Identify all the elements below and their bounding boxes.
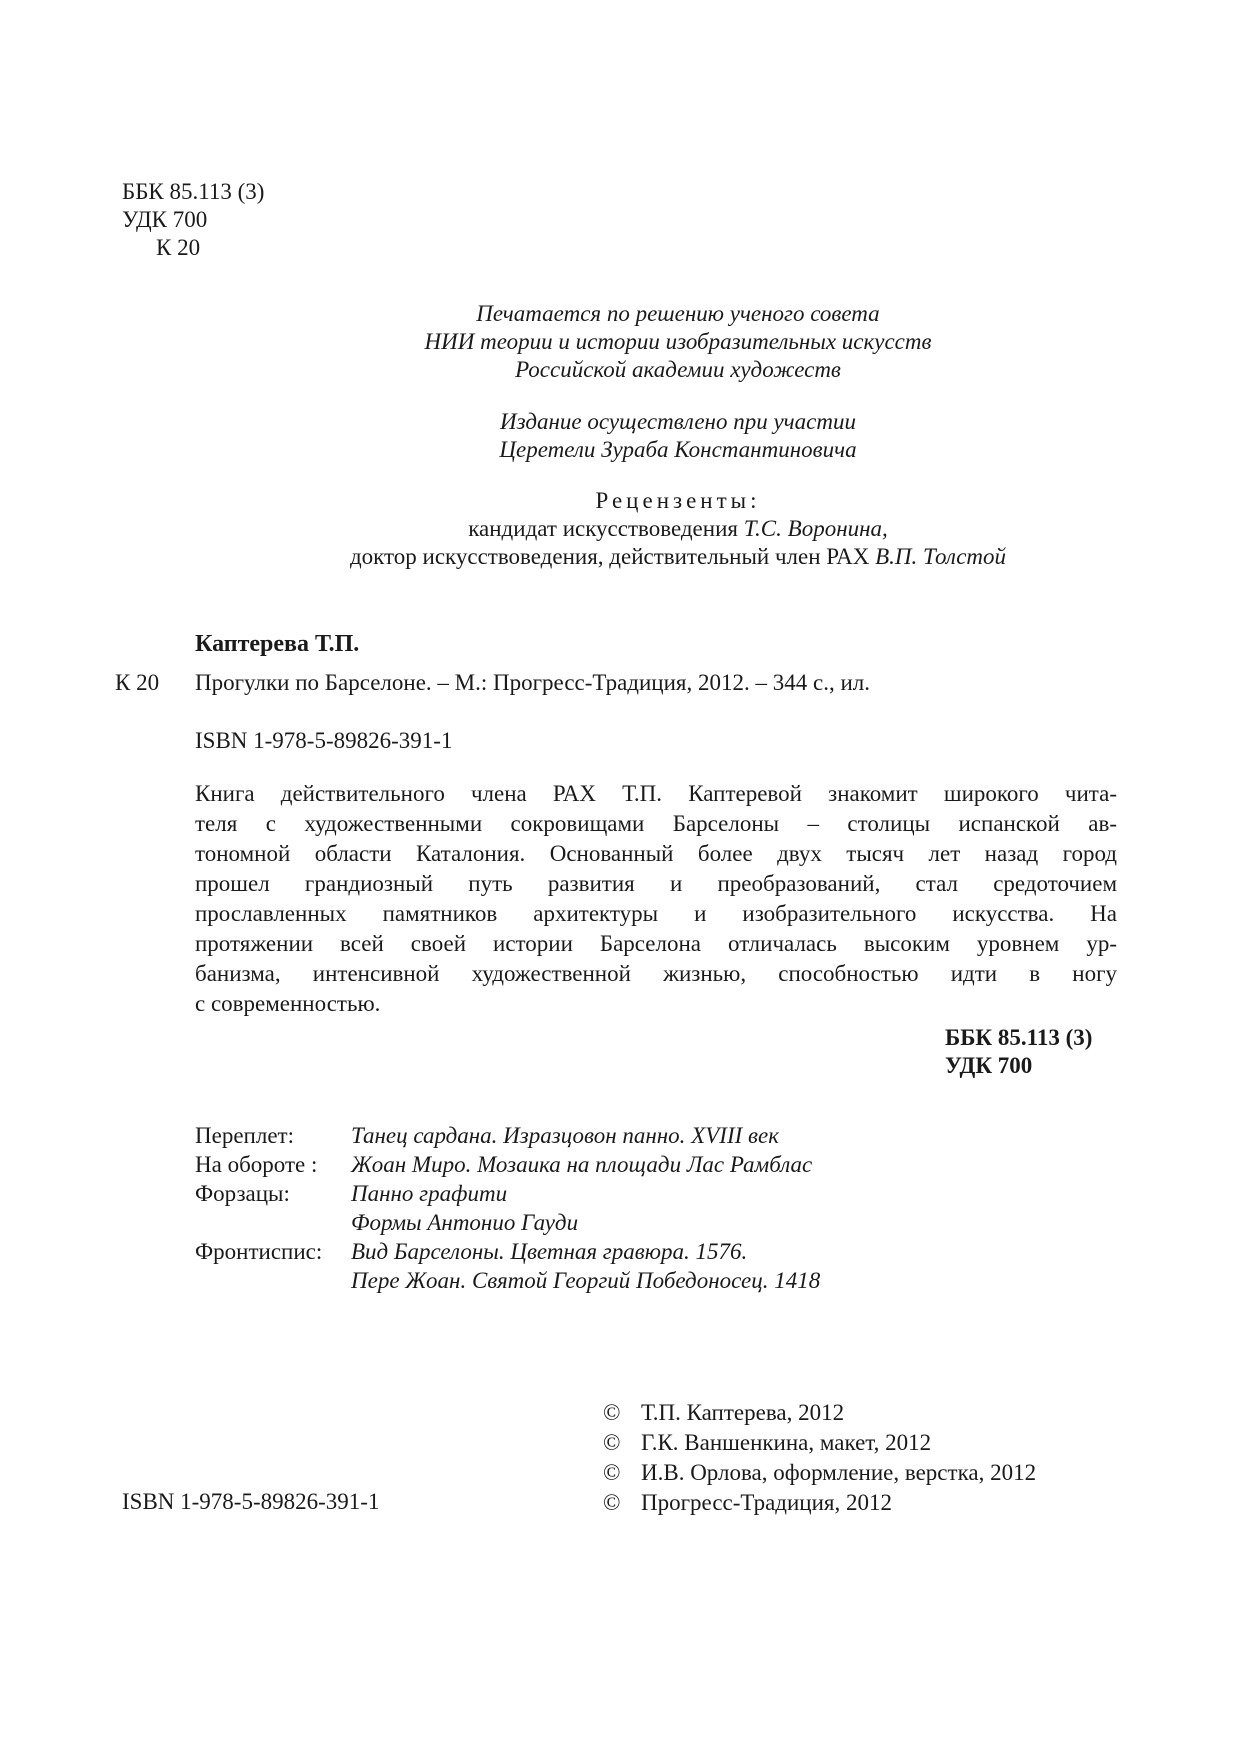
annotation-line: с современностью. bbox=[195, 991, 381, 1016]
reviewers-heading: Рецензенты: bbox=[595, 488, 761, 513]
copyright-block bbox=[603, 1398, 1036, 1518]
illustration-value: Танец сардана. Изразцовон панно. XVIII век bbox=[351, 1123, 779, 1148]
isbn-top: ISBN 1-978-5-89826-391-1 bbox=[195, 728, 453, 753]
copyright-text: Прогресс-Традиция, 2012 bbox=[641, 1490, 892, 1515]
illustration-value: Пере Жоан. Святой Георгий Победоносец. 1418 bbox=[351, 1268, 821, 1293]
reviewers-block bbox=[0, 487, 1241, 571]
copyright-line bbox=[603, 1458, 1036, 1488]
annotation-line: прошел грандиозный путь развития и преобразований, стал средоточием bbox=[195, 871, 1117, 896]
illustration-value: Вид Барселоны. Цветная гравюра. 1576. bbox=[351, 1239, 748, 1264]
illustration-row bbox=[195, 1208, 820, 1237]
participation-line: Церетели Зураба Константиновича bbox=[499, 437, 857, 462]
annotation-line: Книга действительного члена РАХ Т.П. Каптеревой знакомит широкого чита- bbox=[195, 781, 1117, 806]
illustration-value: Жоан Миро. Мозаика на площади Лас Рамблас bbox=[351, 1152, 813, 1177]
council-line: НИИ теории и истории изобразительных искусств bbox=[424, 329, 932, 354]
illustration-label: Форзацы: bbox=[195, 1181, 290, 1206]
reviewer-2 bbox=[0, 543, 1241, 571]
participation-note bbox=[0, 408, 1241, 464]
bbk-code-bold: ББК 85.113 (3) bbox=[945, 1025, 1093, 1050]
classification-codes bbox=[122, 178, 264, 262]
illustration-value: Формы Антонио Гауди bbox=[351, 1210, 579, 1235]
author-name: Каптерева Т.П. bbox=[195, 631, 360, 657]
copyright-line bbox=[603, 1488, 1036, 1518]
participation-line: Издание осуществлено при участии bbox=[500, 409, 856, 434]
council-line: Печатается по решению ученого совета bbox=[476, 301, 880, 326]
illustration-row bbox=[195, 1266, 820, 1295]
copyright-icon: © bbox=[603, 1460, 621, 1485]
reviewer-1-name: Т.С. Воронина, bbox=[743, 516, 888, 541]
illustration-value: Панно графити bbox=[351, 1181, 508, 1206]
reviewer-1-role: кандидат искусствоведения bbox=[468, 516, 744, 541]
copyright-icon: © bbox=[603, 1490, 621, 1515]
classification-bold bbox=[945, 1024, 1092, 1080]
annotation-line: банизма, интенсивной художественной жизнью, способностью идти в ногу bbox=[195, 961, 1117, 986]
reviewer-2-role: доктор искусствоведения, действительный член РАХ bbox=[349, 544, 876, 569]
illustration-row bbox=[195, 1179, 820, 1208]
illustration-label: Переплет: bbox=[195, 1123, 294, 1148]
title-line: Прогулки по Барселоне. – М.: Прогресс-Традиция, 2012. – 344 с., ил. bbox=[195, 670, 870, 695]
illustration-label bbox=[195, 1266, 351, 1295]
copyright-text: И.В. Орлова, оформление, верстка, 2012 bbox=[641, 1460, 1037, 1485]
udk-code: УДК 700 bbox=[122, 207, 208, 232]
annotation-line: теля с художественными сокровищами Барселоны – столицы испанской ав- bbox=[195, 811, 1117, 836]
illustration-row bbox=[195, 1237, 820, 1266]
illustration-label: На обороте : bbox=[195, 1152, 318, 1177]
council-line: Российской академии художеств bbox=[515, 357, 841, 382]
illustrations-credits bbox=[195, 1121, 820, 1295]
reviewer-2-name: В.П. Толстой bbox=[875, 544, 1007, 569]
index-mark: К 20 bbox=[115, 670, 160, 695]
annotation-line: тономной области Каталония. Основанный более двух тысяч лет назад город bbox=[195, 841, 1117, 866]
annotation-line: протяжении всей своей истории Барселона отличалась высоким уровнем ур- bbox=[195, 931, 1117, 956]
isbn-bottom: ISBN 1-978-5-89826-391-1 bbox=[122, 1489, 380, 1514]
copyright-text: Г.К. Ваншенкина, макет, 2012 bbox=[641, 1430, 932, 1455]
illustration-label bbox=[195, 1208, 351, 1237]
reviewer-1 bbox=[0, 515, 1241, 543]
author-sign: К 20 bbox=[156, 235, 201, 260]
copyright-line bbox=[603, 1428, 1036, 1458]
annotation-line: прославленных памятников архитектуры и изобразительного искусства. На bbox=[195, 901, 1117, 926]
copyright-icon: © bbox=[603, 1430, 621, 1455]
udk-code-bold: УДК 700 bbox=[945, 1053, 1033, 1078]
bbk-code: ББК 85.113 (3) bbox=[122, 179, 265, 204]
copyright-text: Т.П. Каптерева, 2012 bbox=[641, 1400, 845, 1425]
annotation-paragraph bbox=[195, 779, 1117, 1019]
council-note bbox=[0, 300, 1241, 384]
illustration-row bbox=[195, 1121, 820, 1150]
illustration-row bbox=[195, 1150, 820, 1179]
illustration-label: Фронтиспис: bbox=[195, 1239, 323, 1264]
copyright-icon: © bbox=[603, 1400, 621, 1425]
copyright-line bbox=[603, 1398, 1036, 1428]
